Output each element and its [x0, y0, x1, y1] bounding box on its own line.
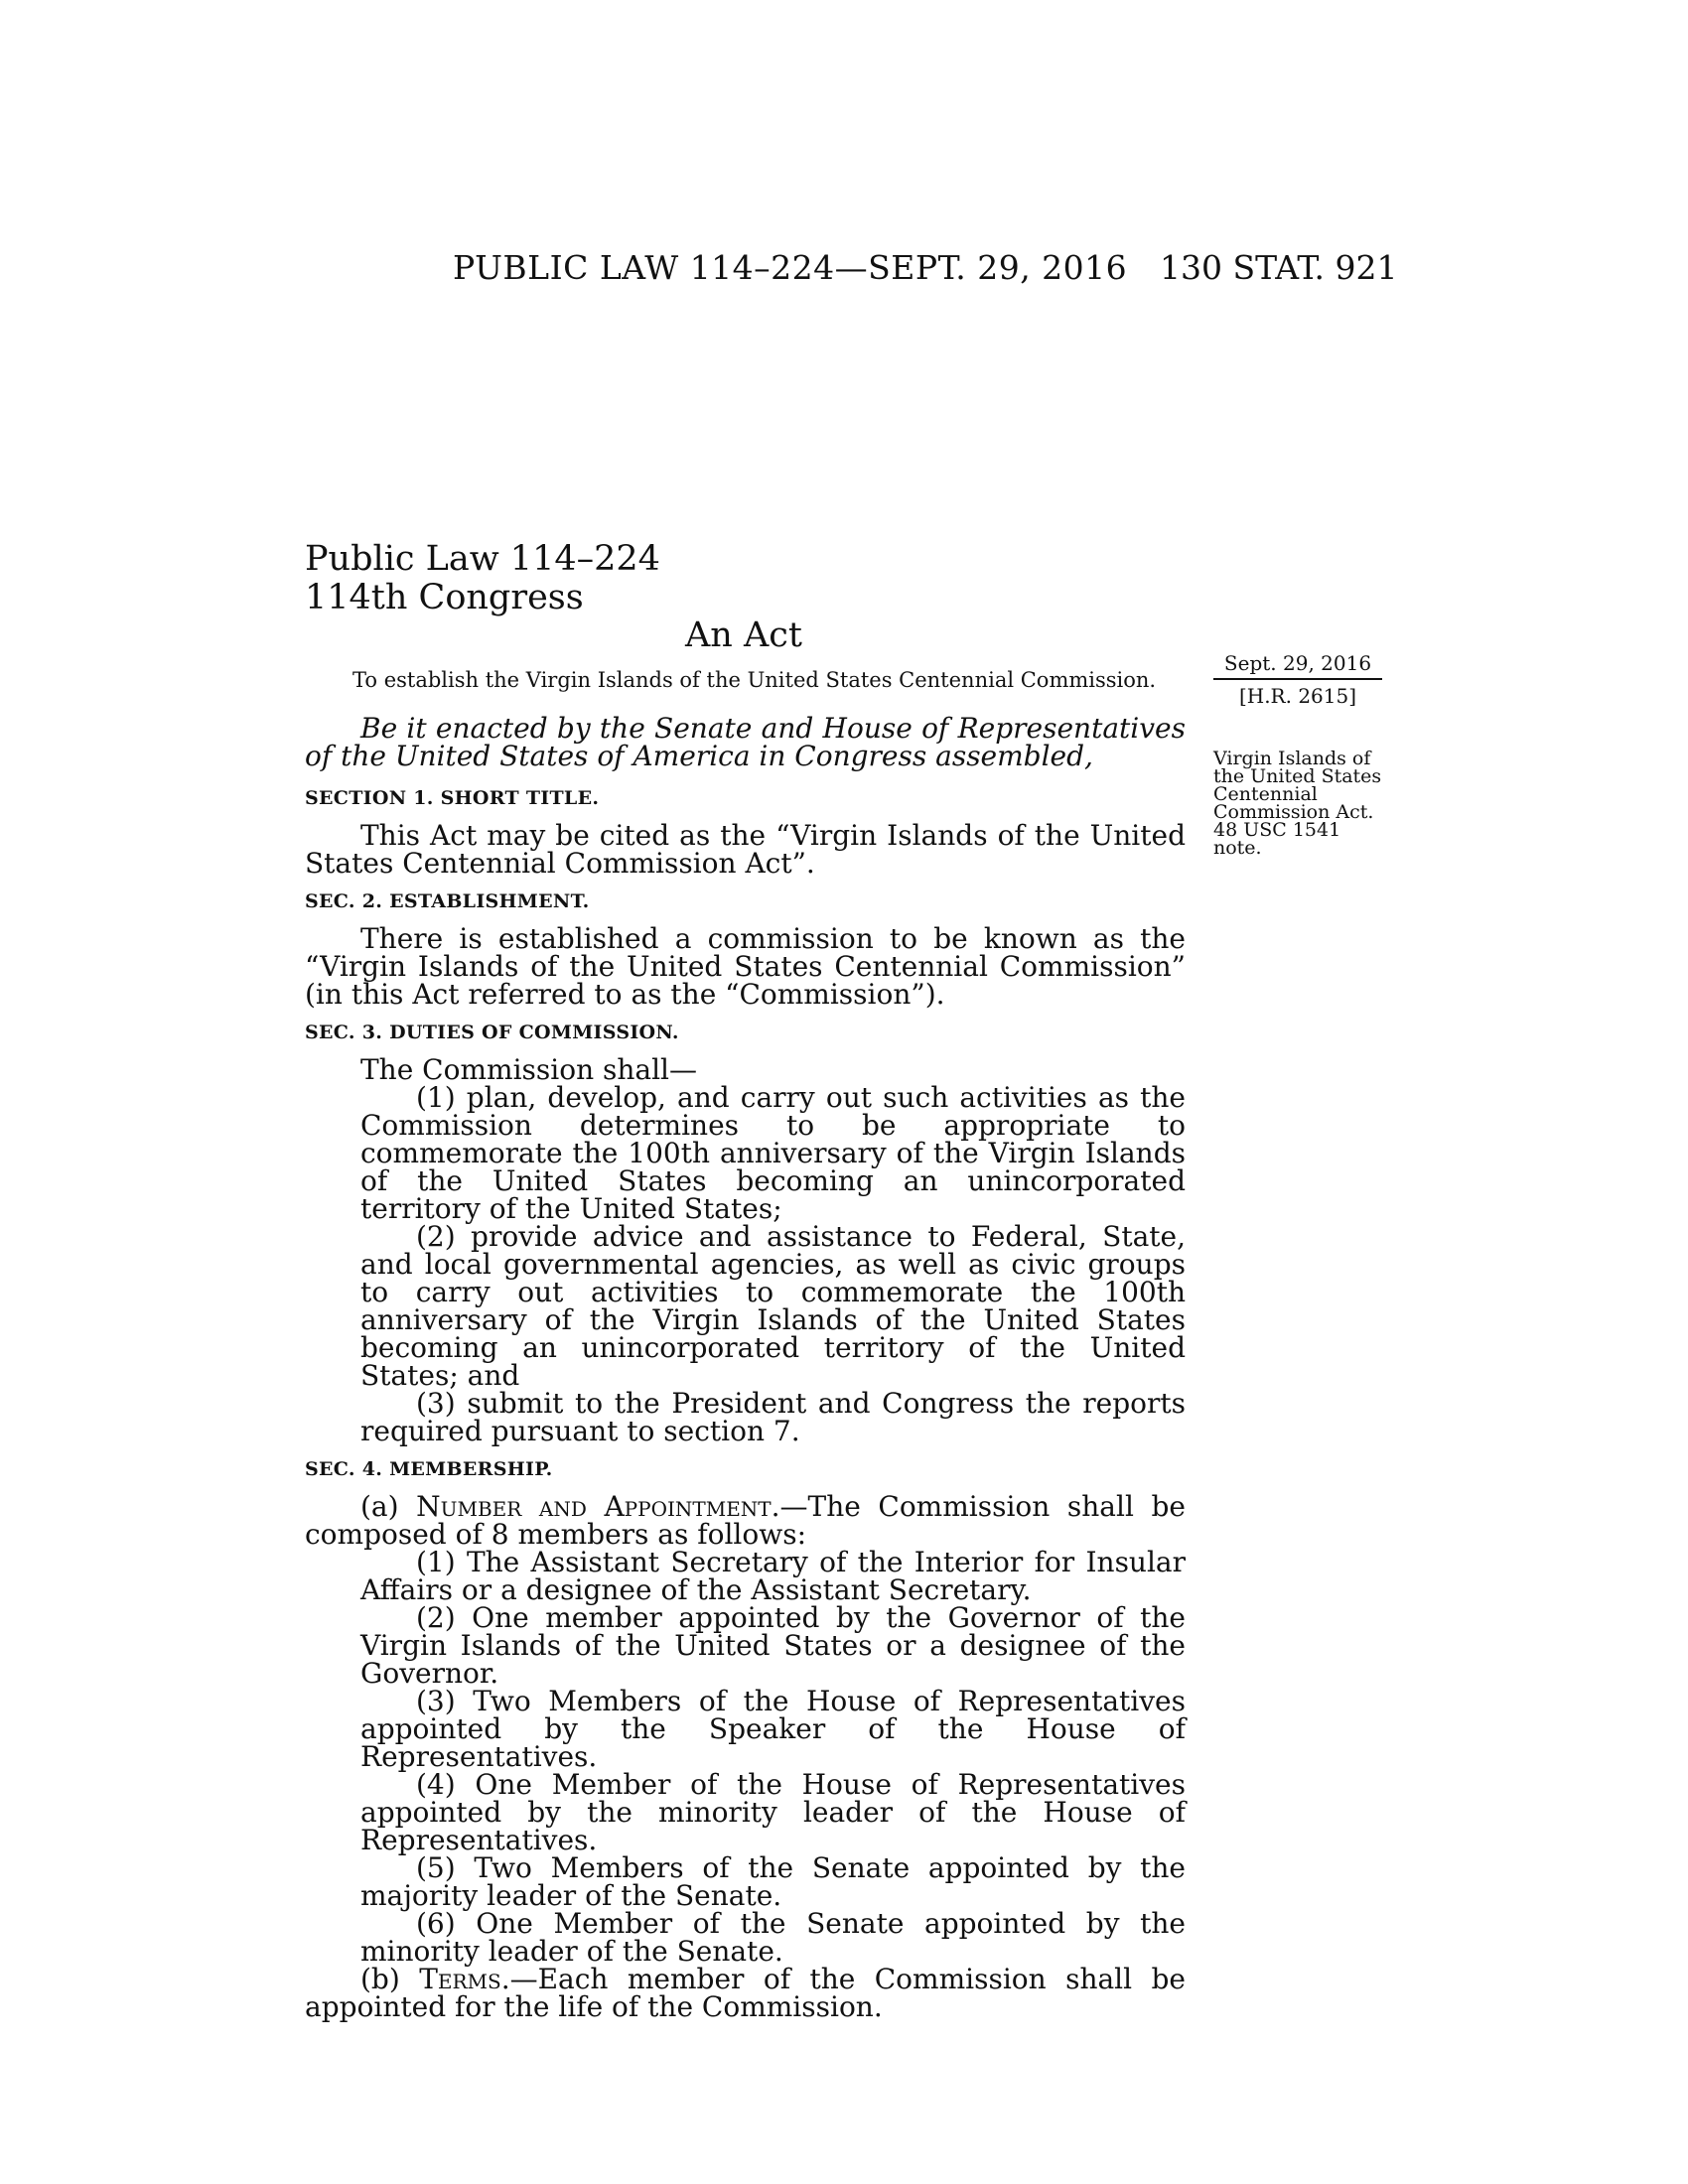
margin-divider	[1213, 678, 1382, 680]
margin-note-line: the United States	[1213, 765, 1382, 787]
section-3-heading: SEC. 3. DUTIES OF COMMISSION.	[305, 1022, 679, 1043]
subsection-b-text: .—Each member of the Commission shall be appointed for the life of the Commission.	[305, 1963, 1186, 2023]
enactment-date: Sept. 29, 2016	[1223, 651, 1372, 675]
margin-date-block	[1213, 650, 1382, 709]
section-1-heading: SECTION 1. SHORT TITLE.	[305, 787, 600, 809]
section-2-text: There is established a commission to be known as the “Virgin Islands of the United States Centennial Commission” (in this Act referred to as the “Commission”).	[305, 922, 1186, 1011]
enacting-clause: Be it enacted by the Senate and House of Representatives of the United States of America in Congress assembled,	[305, 712, 1186, 772]
section-4-subsection-b	[305, 1963, 1186, 2023]
subsection-a-caption: Number and Appointment	[416, 1490, 772, 1523]
bill-number: [H.R. 2615]	[1238, 684, 1357, 708]
law-title-block	[305, 540, 660, 617]
subsection-b-caption: Terms	[419, 1963, 501, 1995]
section-4-subsection-a	[305, 1490, 1186, 1551]
margin-note-line: Virgin Islands of	[1213, 748, 1371, 769]
section-4-item: (3) Two Members of the House of Representatives appointed by the Speaker of the House of Representatives.	[360, 1685, 1186, 1773]
section-3-item: (3) submit to the President and Congress the reports required pursuant to section 7.	[360, 1387, 1186, 1447]
margin-note-line: Centennial	[1213, 783, 1318, 805]
act-heading: An Act	[685, 615, 802, 655]
section-4-item: (1) The Assistant Secretary of the Interior for Insular Affairs or a designee of the Assistant Secretary.	[360, 1546, 1186, 1606]
margin-note-line: Commission Act.	[1213, 801, 1374, 823]
section-3-item: (2) provide advice and assistance to Federal, State, and local governmental agencies, as well as civic groups to carry out activities to commemorate the 100th anniversary of the Virgin Islands of the United States becoming an unincorporated territory of the United States; and	[360, 1220, 1186, 1392]
section-4-item: (4) One Member of the House of Representatives appointed by the minority leader of the House of Representatives.	[360, 1768, 1186, 1856]
section-3-lead: The Commission shall—	[360, 1053, 698, 1086]
section-2-heading: SEC. 2. ESTABLISHMENT.	[305, 890, 590, 912]
margin-note	[1213, 750, 1392, 857]
body-text	[305, 712, 1186, 2023]
law-number: Public Law 114–224	[305, 539, 660, 579]
subsection-b-label: (b)	[360, 1963, 420, 1995]
margin-note-line: note.	[1213, 837, 1262, 859]
section-3-item: (1) plan, develop, and carry out such activities as the Commission determines to be appropriate to commemorate the 100th anniversary of the Virgin Islands of the United States becoming an unincorporated territory of the United States;	[360, 1081, 1186, 1225]
section-4-item: (5) Two Members of the Senate appointed by the majority leader of the Senate.	[360, 1851, 1186, 1912]
section-4-item: (2) One member appointed by the Governor of the Virgin Islands of the United States or a designee of the Governor.	[360, 1601, 1186, 1690]
section-4-heading: SEC. 4. MEMBERSHIP.	[305, 1458, 553, 1480]
section-1-text: This Act may be cited as the “Virgin Islands of the United States Centennial Commission Act”.	[305, 819, 1186, 880]
congress-number: 114th Congress	[305, 578, 584, 617]
margin-note-line: 48 USC 1541	[1213, 819, 1341, 841]
act-purpose: To establish the Virgin Islands of the United States Centennial Commission.	[352, 668, 1157, 692]
statute-reference: 130 STAT. 921	[1160, 248, 1398, 287]
subsection-a-text: .—The Commission shall be composed of 8 members as follows:	[305, 1490, 1186, 1551]
running-header-title: PUBLIC LAW 114–224—SEPT. 29, 2016	[453, 248, 1128, 287]
section-4-item: (6) One Member of the Senate appointed by the minority leader of the Senate.	[360, 1907, 1186, 1968]
subsection-a-label: (a)	[360, 1490, 417, 1523]
